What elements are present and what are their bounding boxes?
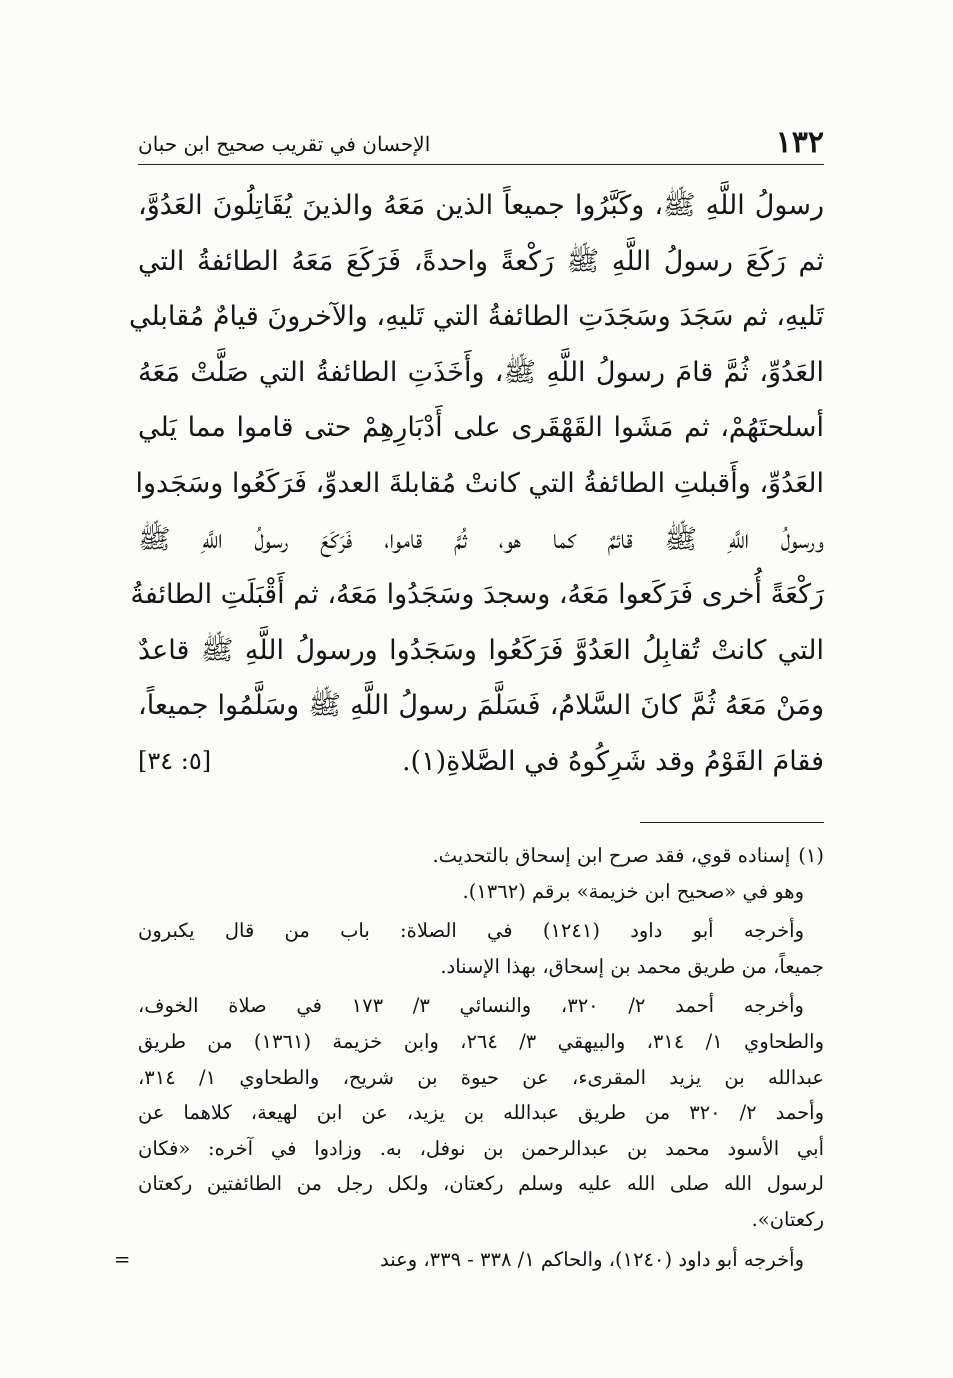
footnote-line: لرسول الله صلى الله عليه وسلم ركعتان، ولكل رجل من الطائفتين ركعتان xyxy=(138,1172,824,1196)
hadith-reference: [٥: ٣٤] xyxy=(138,746,212,775)
footnote-line: وأخرجه أحمد ٢/ ٣٢٠، والنسائي ٣/ ١٧٣ في صلاة الخوف، xyxy=(138,994,804,1018)
footnote-line-last xyxy=(114,1242,824,1278)
footnote-line: جميعاً، من طريق محمد بن إسحاق، بهذا الإسناد. xyxy=(440,954,824,978)
footnote-line xyxy=(138,838,824,874)
footnote-line: وأخرجه أبو داود (١٢٤١) في الصلاة: باب من قال يكبرون xyxy=(138,919,804,943)
footnote-line: عبدالله بن يزيد المقرىء، عن حيوة بن شريح، والطحاوي ١/ ٣١٤، xyxy=(138,1065,824,1089)
text-line: تَليهِ، ثم سَجَدَ وسَجَدَتِ الطائفةُ التي تَليهِ، والآخرونَ قيامٌ مُقابلي xyxy=(128,301,824,333)
text-line: ورسولُ اللَّهِ ﷺ قائمٌ كما هو، ثُمَّ قاموا، فَرَكَعَ رسولُ اللَّهِ ﷺ xyxy=(138,523,824,555)
footnote-number: (١) xyxy=(798,844,824,867)
footnote-line: ركعتان». xyxy=(751,1207,824,1231)
text-line-last xyxy=(138,734,824,790)
footnote-rule xyxy=(640,822,824,823)
footnote-line: وهو في «صحيح ابن خزيمة» برقم (١٣٦٢). xyxy=(462,879,804,903)
text-line: التي كانتْ تُقابِلُ العَدُوَّ فَرَكَعُوا وسَجَدُوا ورسولُ اللَّهِ ﷺ قاعدٌ xyxy=(138,634,824,666)
header-rule xyxy=(138,164,824,165)
main-text xyxy=(128,178,824,790)
text-line: ومَنْ مَعَهُ ثُمَّ كانَ السَّلامُ، فَسَلَّمَ رسولُ اللَّهِ ﷺ وسَلَّمُوا جميعاً، xyxy=(138,690,824,722)
text-line: رسولُ اللَّهِ ﷺ، وكَبَّرُوا جميعاً الذين مَعَهُ والذينَ يُقَاتِلُونَ العَدُوَّ، xyxy=(138,190,824,221)
running-title: الإحسان في تقريب صحيح ابن حبان xyxy=(138,132,431,156)
footnote-last-text: وأخرجه أبو داود (١٢٤٠)، والحاكم ١/ ٣٣٨ - ٣٣٩، وعند xyxy=(379,1247,804,1271)
text-line: رَكْعَةً أُخرى فَرَكَعوا مَعَهُ، وسجدَ وسَجَدُوا مَعَهُ، ثم أَقْبَلَتِ الطائفةُ xyxy=(130,579,824,611)
page-number: ١٣٢ xyxy=(775,125,824,160)
text-line: ثم رَكَعَ رسولُ اللَّهِ ﷺ رَكْعةً واحدةً، فَرَكَعَ مَعَهُ الطائفةُ التي xyxy=(138,245,824,277)
text-line: العَدُوِّ، ثُمَّ قامَ رسولُ اللَّهِ ﷺ، وأَخَذَتِ الطائفةُ التي صَلَّتْ مَعَهُ xyxy=(138,356,824,388)
continuation-mark: = xyxy=(114,1247,131,1271)
footnote-line: وأحمد ٢/ ٣٢٠ من طريق عبدالله بن يزيد، عن ابن لهيعة، كلاهما عن xyxy=(138,1101,824,1125)
text-line-final: فقامَ القَوْمُ وقد شَرِكُوهُ في الصَّلاةِ(١). xyxy=(401,745,824,777)
footnote-line: والطحاوي ١/ ٣١٤، والبيهقي ٣/ ٢٦٤، وابن خزيمة (١٣٦١) من طريق xyxy=(138,1029,825,1053)
text-line: أسلحتَهُمْ، ثم مَشَوا القَهْقَرى على أَدْبَارِهِمْ حتى قاموا مما يَلي xyxy=(138,412,824,444)
footnotes xyxy=(114,838,825,1277)
page-header xyxy=(138,112,824,158)
text-line: العَدُوِّ، وأَقبلتِ الطائفةُ التي كانتْ مُقابلةَ العدوِّ، فَرَكَعُوا وسَجَدوا xyxy=(135,467,824,499)
footnote-first-line: إسناده قوي، فقد صرح ابن إسحاق بالتحديث. xyxy=(432,844,791,867)
footnote-line: أبي الأسود محمد بن عبدالرحمن بن نوفل، به. وزادوا في آخره: «فكان xyxy=(138,1136,824,1160)
